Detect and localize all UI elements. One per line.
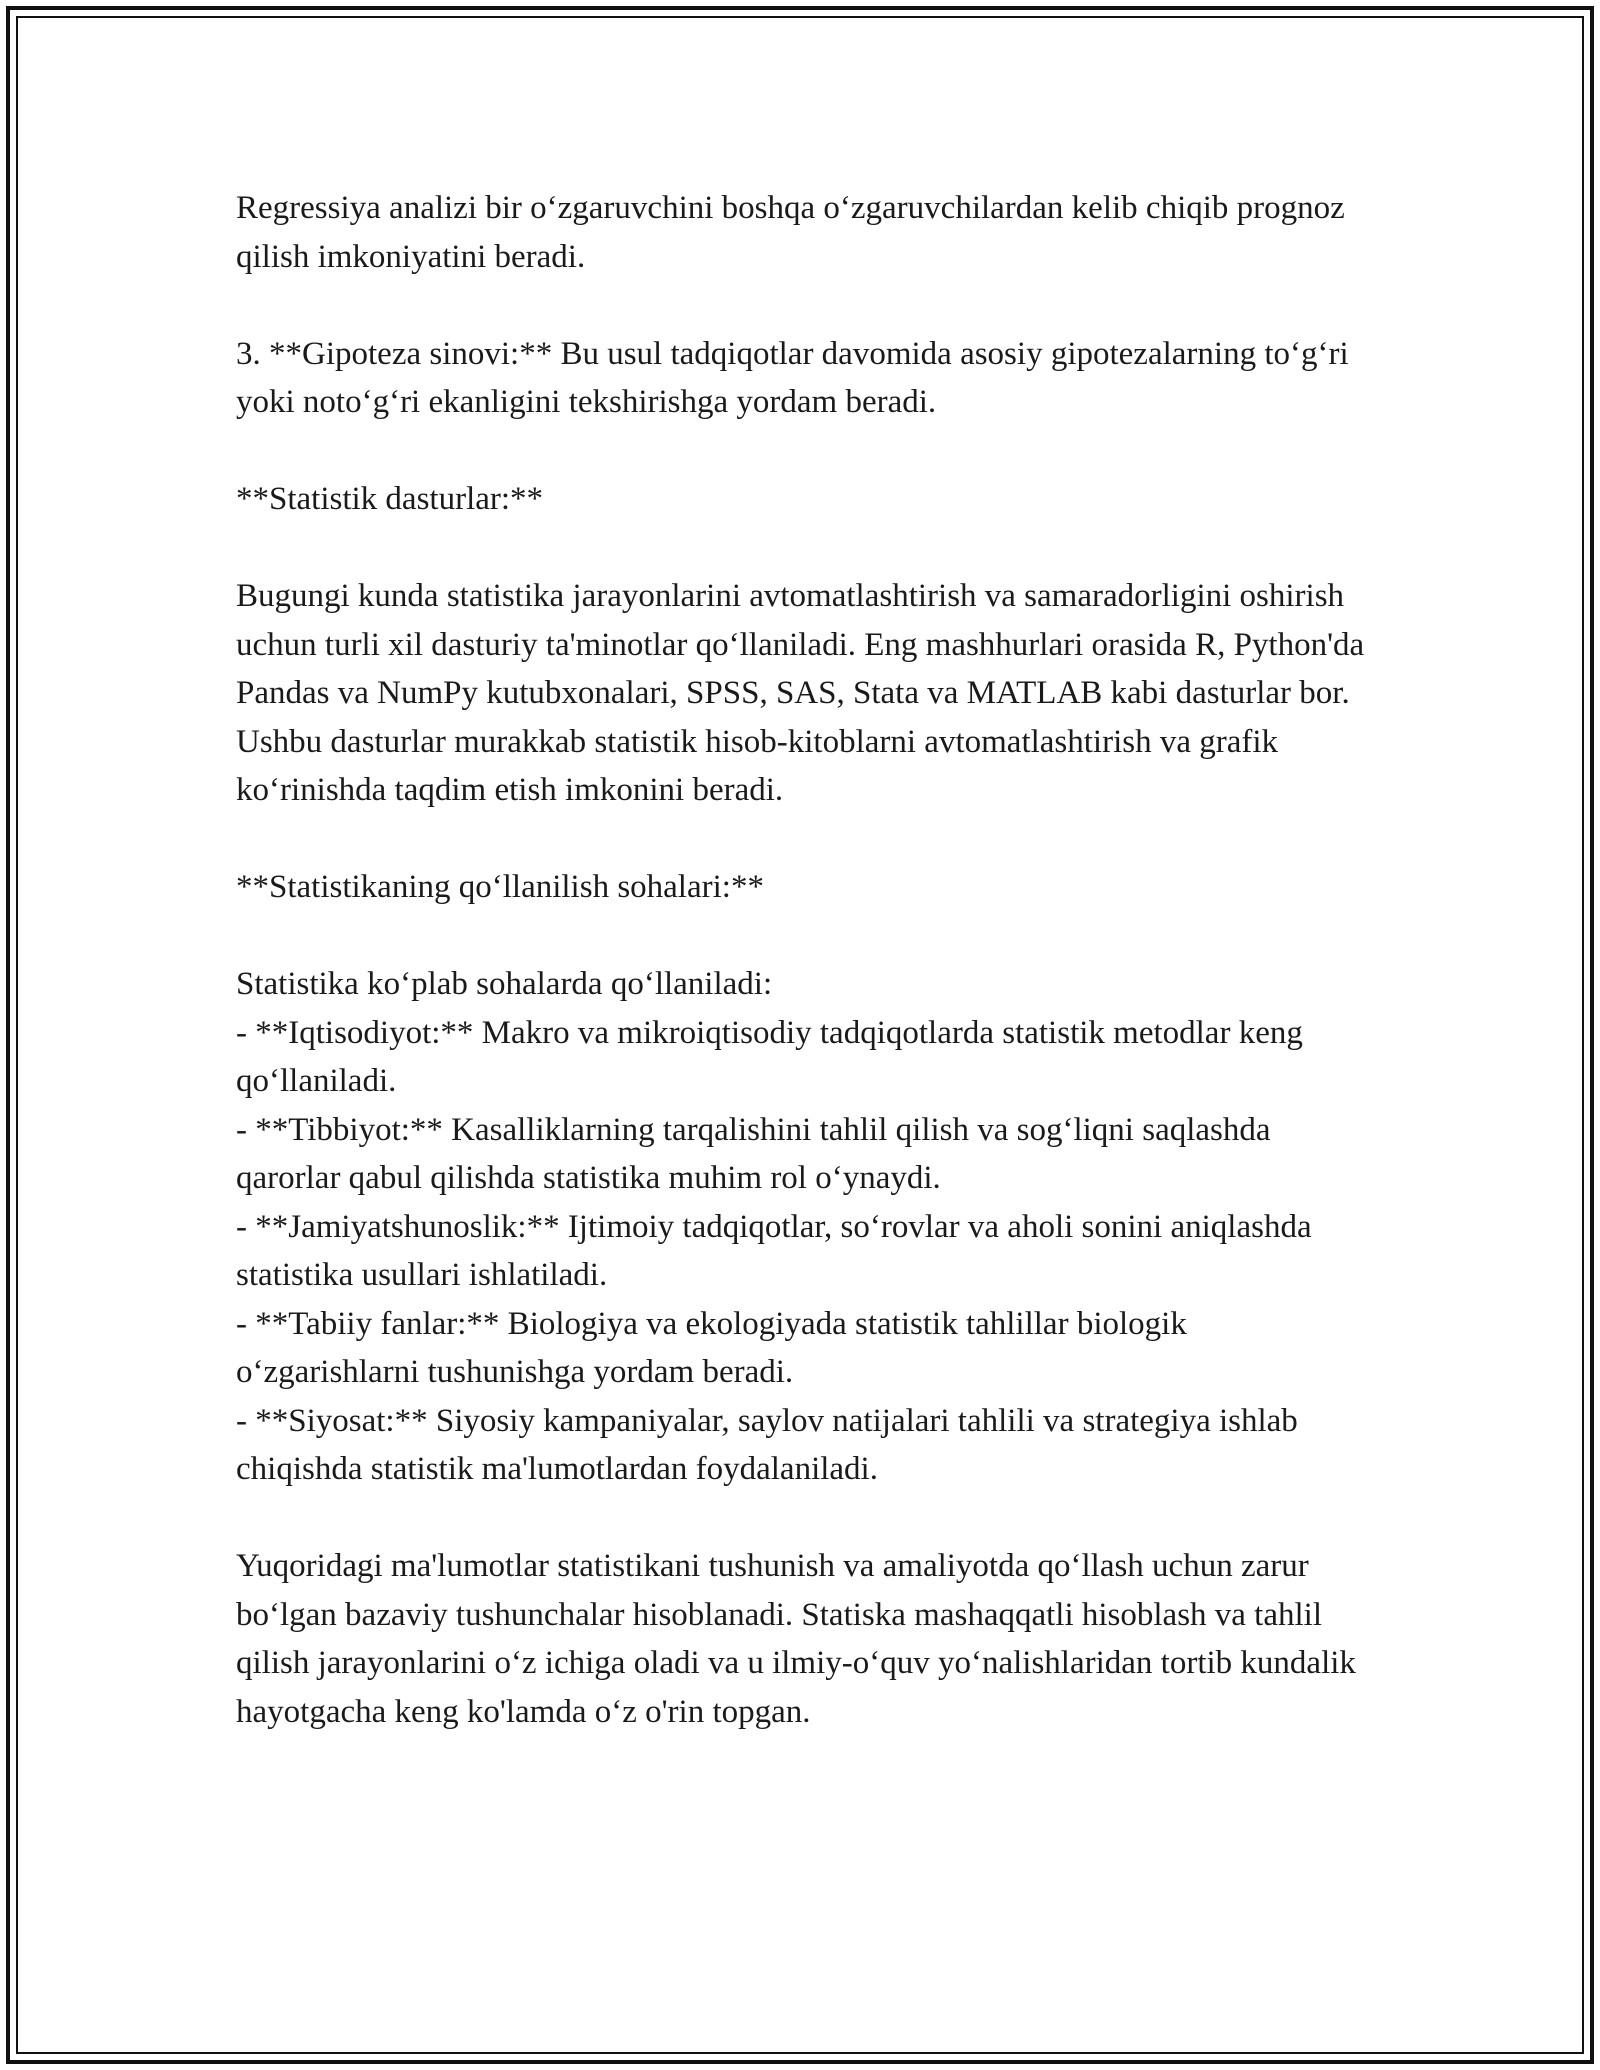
software-paragraph: Bugungi kunda statistika jarayonlarini avtomatlashtirish va samaradorligini oshirish uchun turli xil dasturiy ta'minotlar qo‘llaniladi. Eng mashhurlari orasida R, Python'da Pandas va NumPy kutubxonalari, SPSS, SAS, Stata va MATLAB kabi dasturlar bor. Ushbu dasturlar murakkab statistik hisob-kitoblarni avtomatlashtirish va grafik ko‘rinishda taqdim etish imkonini beradi.	[236, 578, 1365, 808]
spacer	[236, 815, 1376, 864]
applications-item-politics: - **Siyosat:** Siyosiy kampaniyalar, saylov natijalari tahlili va strategiya ishlab chiqishda statistik ma'lumotlardan foydalaniladi.	[236, 1402, 1298, 1487]
applications-item-medicine: - **Tibbiyot:** Kasalliklarning tarqalishini tahlil qilish va sog‘liqni saqlashda qarorlar qabul qilishda statistika muhim rol o‘ynaydi.	[236, 1111, 1271, 1196]
applications-item-sociology: - **Jamiyatshunoslik:** Ijtimoiy tadqiqotlar, so‘rovlar va aholi sonini aniqlashda statistika usullari ishlatiladi.	[236, 1208, 1312, 1293]
software-heading: **Statistik dasturlar:**	[236, 481, 544, 517]
applications-heading: **Statistikaning qo‘llanilish sohalari:**	[236, 869, 764, 905]
regression-paragraph: Regressiya analizi bir o‘zgaruvchini boshqa o‘zgaruvchilardan kelib chiqib prognoz qilish imkoniyatini beradi.	[236, 190, 1345, 275]
applications-item-natural-sciences: - **Tabiiy fanlar:** Biologiya va ekologiyada statistik tahlillar biologik o‘zgarishlarni tushunishga yordam beradi.	[236, 1305, 1187, 1390]
spacer	[236, 1494, 1376, 1543]
document-body	[236, 184, 1376, 1736]
spacer	[236, 281, 1376, 330]
applications-item-economics: - **Iqtisodiyot:** Makro va mikroiqtisodiy tadqiqotlarda statistik metodlar keng qo‘llaniladi.	[236, 1014, 1303, 1099]
applications-intro: Statistika ko‘plab sohalarda qo‘llaniladi:	[236, 966, 773, 1002]
spacer	[236, 524, 1376, 573]
conclusion-paragraph: Yuqoridagi ma'lumotlar statistikani tushunish va amaliyotda qo‘llash uchun zarur bo‘lgan bazaviy tushunchalar hisoblanadi. Statiska mashaqqatli hisoblash va tahlil qilish jarayonlarini o‘z ichiga oladi va u ilmiy-o‘quv yo‘nalishlaridan tortib kundalik hayotgacha keng ko'lamda o‘z o'rin topgan.	[236, 1548, 1356, 1730]
spacer	[236, 912, 1376, 961]
hypothesis-list-item: 3. **Gipoteza sinovi:** Bu usul tadqiqotlar davomida asosiy gipotezalarning to‘g‘ri yoki noto‘g‘ri ekanligini tekshirishga yordam beradi.	[236, 335, 1349, 420]
spacer	[236, 427, 1376, 476]
